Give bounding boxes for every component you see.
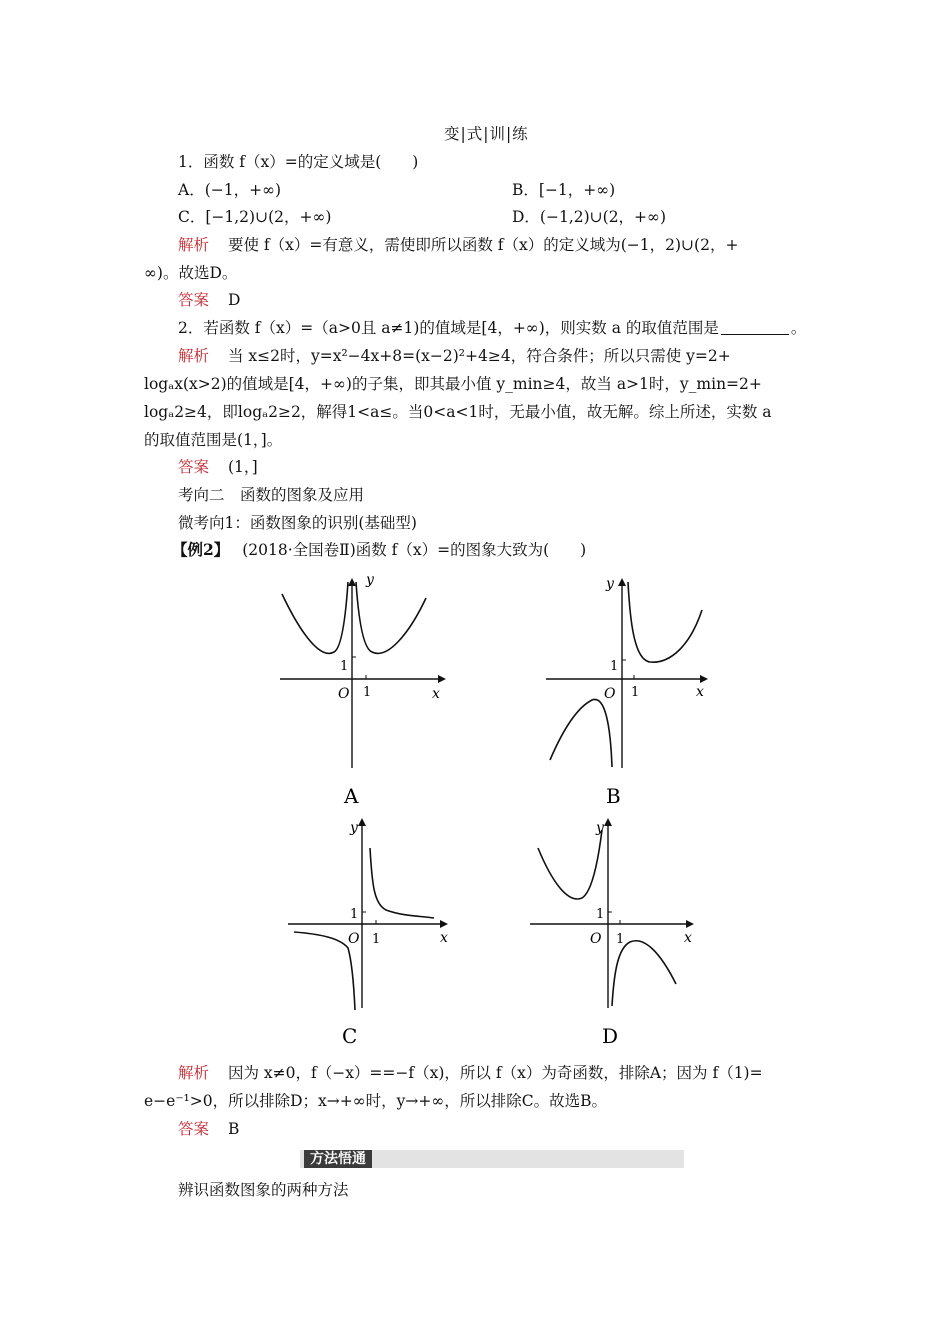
question-2-text: 2．若函数 f（x）=（a>0且 a≠1)的值域是[4，+∞)，则实数 a 的取值范围是	[178, 319, 719, 337]
x-label: x	[432, 686, 440, 702]
graph-label: A	[344, 784, 359, 808]
answer-2	[178, 457, 258, 477]
heading-micro: 微考向1：函数图象的识别(基础型)	[178, 514, 417, 532]
y-label: y	[596, 820, 604, 836]
analysis-label: 解析	[178, 1064, 210, 1082]
analysis-text: 要使 f（x）=有意义，需使即所以函数 f（x）的定义域为(−1，2)∪(2，+	[227, 236, 739, 254]
example-2	[172, 540, 586, 560]
analysis-1-cont: ∞)。故选D。	[144, 264, 238, 282]
graph-c	[280, 812, 460, 1052]
curve-left	[550, 699, 612, 767]
x-label: x	[696, 684, 704, 700]
tick-1-y: 1	[350, 907, 359, 922]
graph-a	[270, 572, 450, 812]
y-label: y	[366, 572, 374, 588]
curve-left	[282, 582, 348, 653]
curve-right	[612, 941, 676, 1006]
graph-d	[526, 812, 706, 1052]
x-axis-arrow	[440, 920, 448, 928]
analysis-2	[178, 346, 731, 366]
question-2-end: 。	[790, 319, 807, 337]
tick-1-y: 1	[340, 659, 349, 674]
answer-1	[178, 290, 240, 310]
curve-left	[538, 830, 602, 899]
analysis-2-line2: logₐx(x>2)的值域是[4，+∞)的子集，即其最小值 y_min≥4，故当 a>1时，y_min=2+	[144, 375, 762, 393]
answer-label: 答案	[178, 458, 210, 476]
tick-1-y: 1	[610, 659, 619, 674]
option-c: C．[−1,2)∪(2，+∞)	[178, 208, 332, 226]
x-axis-arrow	[700, 675, 708, 683]
tick-1-x: 1	[372, 932, 381, 947]
analysis-label: 解析	[178, 236, 210, 254]
closing-text: 辨识函数图象的两种方法	[178, 1181, 349, 1199]
y-label: y	[606, 576, 614, 592]
option-b: B．[−1，+∞)	[512, 181, 616, 199]
y-axis-arrow	[618, 578, 626, 586]
x-label: x	[684, 930, 692, 946]
graph-label: C	[342, 1024, 358, 1048]
y-axis-arrow	[358, 818, 366, 826]
tick-1-x: 1	[616, 932, 625, 947]
analysis-text: 当 x≤2时，y=x²−4x+8=(x−2)²+4≥4，符合条件；所以只需使 y=2+	[227, 347, 731, 365]
analysis-3	[178, 1063, 763, 1083]
heading-direction: 考向二 函数的图象及应用	[178, 486, 365, 504]
example-text: (2018·全国卷Ⅱ)函数 f（x）=的图象大致为( )	[242, 541, 587, 559]
answer-blank	[721, 320, 789, 335]
question-2-stem	[178, 318, 806, 338]
graph-label: D	[602, 1024, 619, 1048]
origin-label: O	[604, 686, 616, 702]
y-axis-arrow	[348, 578, 356, 586]
origin-label: O	[590, 931, 602, 947]
analysis-2-line4: 的取值范围是(1，]。	[144, 431, 283, 449]
analysis-2-line3: logₐ2≥4，即logₐ2≥2，解得1<a≤。当0<a<1时，无最小值，故无解。综上所述，实数 a	[144, 403, 772, 421]
tick-1-x: 1	[631, 685, 640, 700]
analysis-text: 因为 x≠0，f（−x）==−f（x)，所以 f（x）为奇函数，排除A；因为 f（1)=	[227, 1064, 763, 1082]
answer-value: D	[227, 291, 241, 309]
answer-label: 答案	[178, 291, 210, 309]
method-banner-label: 方法悟通	[304, 1150, 372, 1168]
curve-left	[294, 932, 355, 1010]
curve-right	[628, 582, 702, 662]
curve-right	[356, 582, 426, 653]
analysis-3-cont: e−e⁻¹>0，所以排除D；x→+∞时，y→+∞，所以排除C。故选B。	[144, 1092, 608, 1110]
section-title: 变|式|训|练	[444, 125, 529, 143]
example-tag: 【例2】	[172, 540, 230, 559]
graph-label: B	[606, 784, 621, 808]
answer-3	[178, 1119, 239, 1139]
option-a: A．(−1，+∞)	[178, 181, 282, 199]
x-axis-arrow	[686, 920, 694, 928]
x-axis-arrow	[438, 675, 446, 683]
option-d: D．(−1,2)∪(2，+∞)	[512, 208, 667, 226]
origin-label: O	[338, 686, 350, 702]
tick-1-x: 1	[363, 685, 372, 700]
tick-1-y: 1	[596, 907, 605, 922]
graph-b	[540, 572, 720, 812]
question-1-stem: 1．函数 f（x）=的定义域是( )	[178, 153, 419, 171]
curve-right	[370, 848, 434, 918]
x-label: x	[440, 930, 448, 946]
answer-value: B	[227, 1120, 240, 1138]
origin-label: O	[348, 931, 360, 947]
analysis-1	[178, 235, 738, 255]
y-label: y	[350, 820, 358, 836]
analysis-label: 解析	[178, 347, 210, 365]
y-axis-arrow	[604, 818, 612, 826]
answer-value: (1，]	[227, 458, 258, 476]
method-banner	[300, 1150, 684, 1168]
answer-label: 答案	[178, 1120, 210, 1138]
